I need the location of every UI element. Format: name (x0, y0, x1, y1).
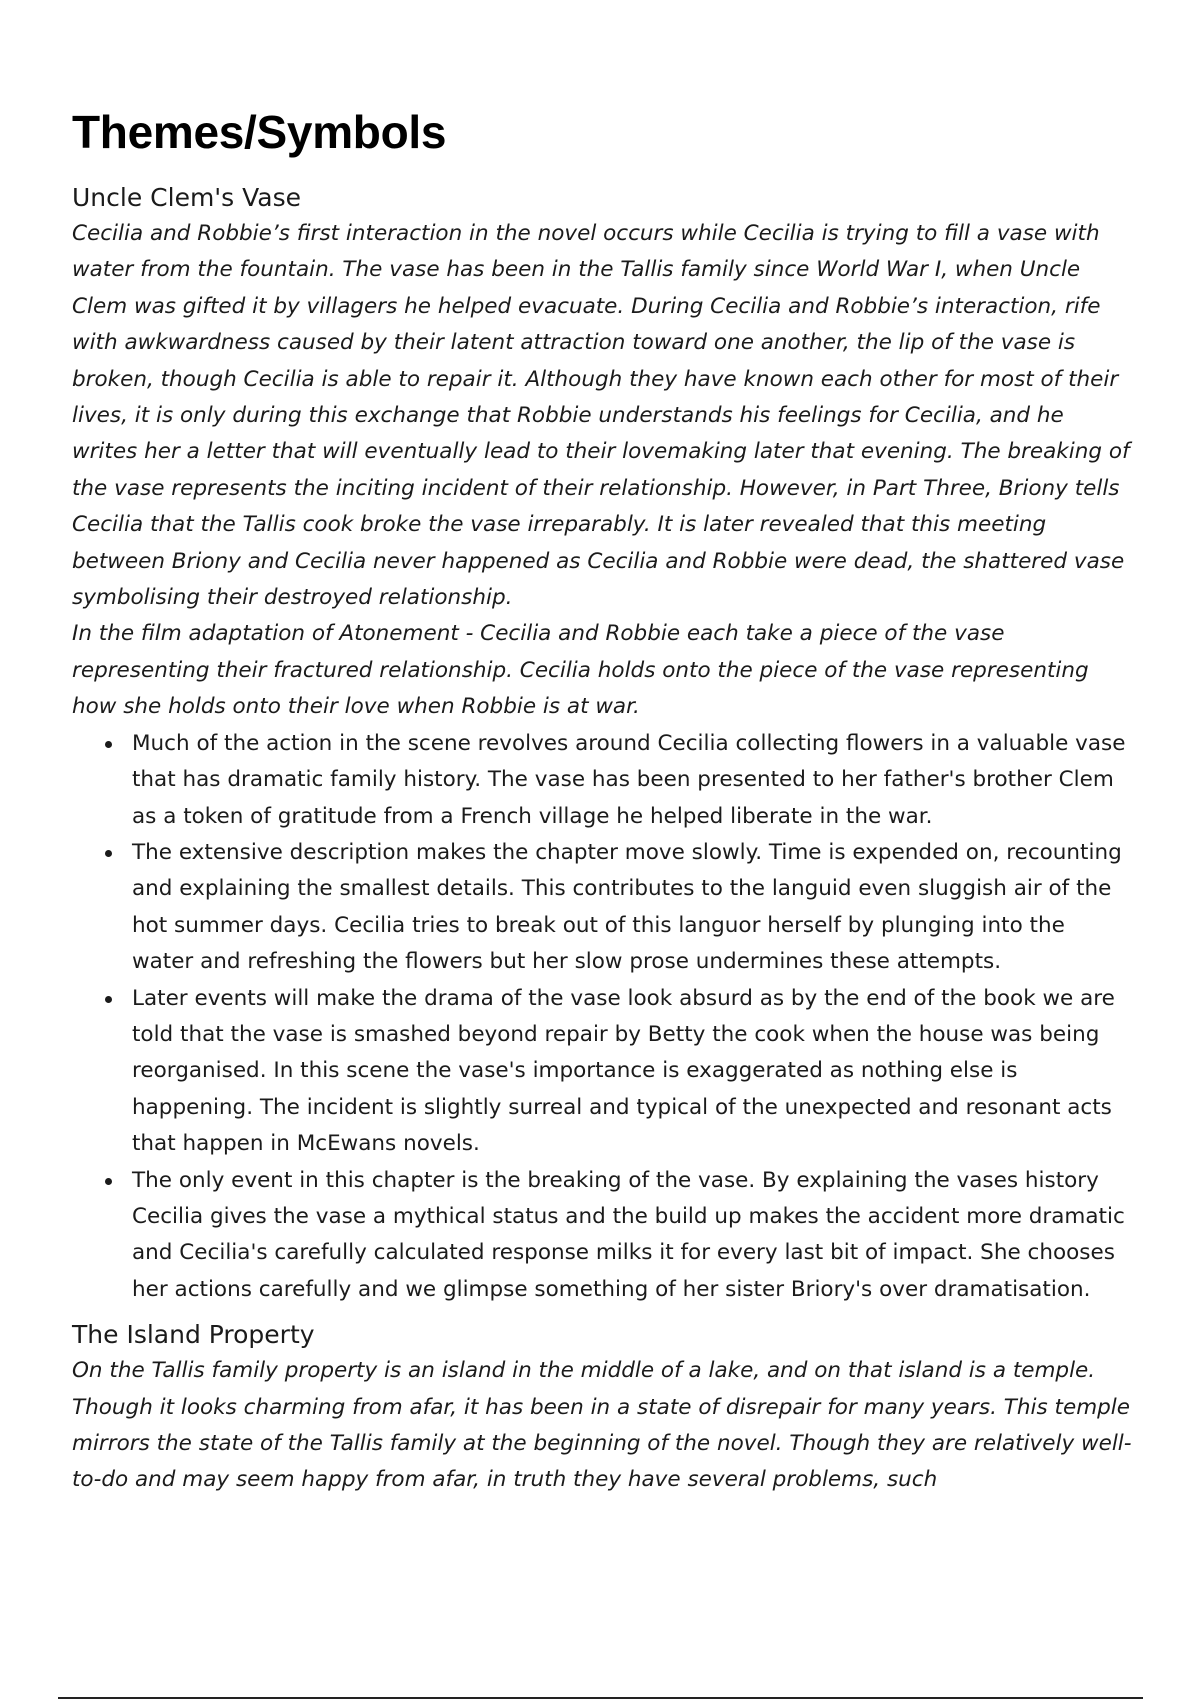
section-island-property (72, 1317, 1132, 1499)
list-item: The extensive description makes the chapter move slowly. Time is expended on, recounting and explaining the smallest details. This contributes to the languid even sluggish air of the hot summer days. Cecilia tries to break out of this languor herself by plunging into the water and refreshing the flowers but her slow prose undermines these attempts. (132, 835, 1132, 981)
page-title: Themes/Symbols (72, 106, 447, 158)
list-item: Later events will make the drama of the vase look absurd as by the end of the book we are told that the vase is smashed beyond repair by Betty the cook when the house was being reorganised. In this scene the vase's importance is exaggerated as nothing else is happening. The incident is slightly surreal and typical of the unexpected and resonant acts that happen in McEwans novels. (132, 981, 1132, 1163)
bullet-list (72, 726, 1132, 1309)
section-uncle-clems-vase (72, 180, 1132, 1308)
section-paragraph: On the Tallis family property is an island in the middle of a lake, and on that island is a temple. Though it looks charming from afar, it has been in a state of disrepair for many years. This temple mirrors the state of the Tallis family at the beginning of the novel. Though they are relatively well-to-do and may seem happy from afar, in truth they have several problems, such (72, 1358, 1132, 1493)
section-paragraph: Cecilia and Robbie’s first interaction in the novel occurs while Cecilia is trying to fill a vase with water from the fountain. The vase has been in the Tallis family since World War I, when Uncle Clem was gifted it by villagers he helped evacuate. During Cecilia and Robbie’s interaction, rife with awkwardness caused by their latent attraction toward one another, the lip of the vase is broken, though Cecilia is able to repair it. Although they have known each other for most of their lives, it is only during this exchange that Robbie understands his feelings for Cecilia, and he writes her a letter that will eventually lead to their lovemaking later that evening. The breaking of the vase represents the inciting incident of their relationship. However, in Part Three, Briony tells Cecilia that the Tallis cook broke the vase irreparably. It is later revealed that this meeting between Briony and Cecilia never happened as Cecilia and Robbie were dead, the shattered vase symbolising their destroyed relationship. (72, 221, 1130, 611)
list-item: The only event in this chapter is the breaking of the vase. By explaining the vases history Cecilia gives the vase a mythical status and the build up makes the accident more dramatic and Cecilia's carefully calculated response milks it for every last bit of impact. She chooses her actions carefully and we glimpse something of her sister Briory's over dramatisation. (132, 1163, 1132, 1309)
section-heading: Uncle Clem's Vase (72, 183, 302, 212)
section-paragraph: In the film adaptation of Atonement - Cecilia and Robbie each take a piece of the vase representing their fractured relationship. Cecilia holds onto the piece of the vase representing how she holds onto their love when Robbie is at war. (72, 621, 1089, 720)
section-heading: The Island Property (72, 1320, 315, 1350)
footer-divider (58, 1697, 1143, 1699)
document-page (72, 100, 1132, 1499)
list-item: Much of the action in the scene revolves around Cecilia collecting flowers in a valuable vase that has dramatic family history. The vase has been presented to her father's brother Clem as a token of gratitude from a French village he helped liberate in the war. (132, 726, 1132, 835)
